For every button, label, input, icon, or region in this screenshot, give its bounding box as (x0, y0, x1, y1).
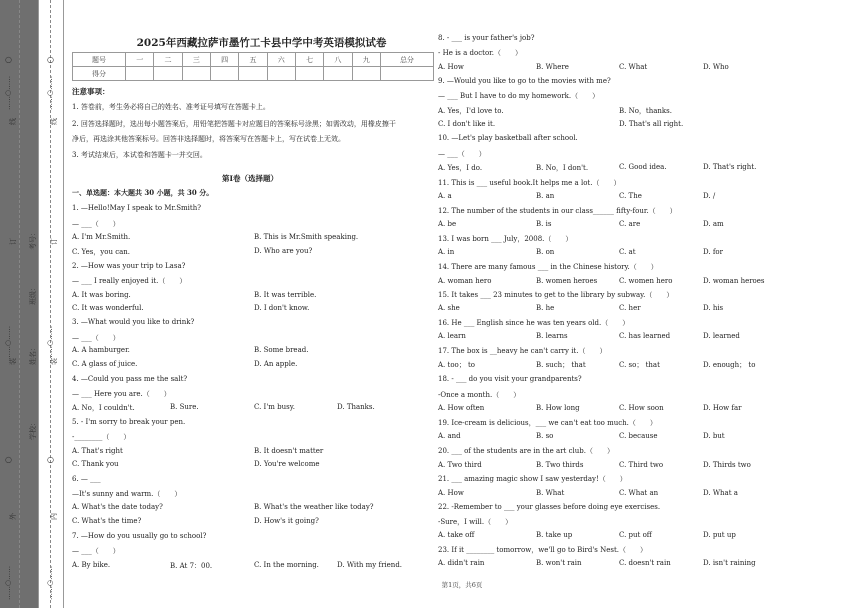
score-cell[interactable] (380, 67, 433, 81)
q17-stem: 17. The box is __heavy he can't carry it.（ ） (438, 347, 607, 355)
q7-stem: 7. —How do you usually go to school? (72, 532, 207, 540)
q1-option-a[interactable]: A. I'm Mr.Smith. (72, 233, 131, 241)
q4-stem: 4. —Could you pass me the salt? (72, 375, 188, 383)
notes-title: 注意事项： (72, 87, 110, 96)
q1-option-c[interactable]: C. Yes，you can. (72, 248, 131, 256)
part-title: 第Ⅰ卷（选择题） (222, 174, 279, 183)
label-outer-0: 外 (9, 513, 17, 520)
q10-option-b[interactable]: B. No，I don't. (536, 164, 589, 172)
q17-option-c[interactable]: C. so； that (619, 361, 660, 369)
q9-stem: 9. —Would you like to go to the movies with me? (438, 77, 611, 85)
q9-line2: — ___ But I have to do my homework.（ ） (438, 92, 600, 100)
score-cell[interactable] (126, 67, 154, 81)
q18-option-a[interactable]: A. How often (438, 404, 485, 412)
q23-option-b[interactable]: B. won't rain (536, 559, 582, 567)
q20-option-a[interactable]: A. Two third (438, 461, 482, 469)
q5-option-b[interactable]: B. It doesn't matter (254, 447, 324, 455)
score-cell[interactable] (182, 67, 210, 81)
q11-stem: 11. This is ___ useful book.It helps me a lot.（ ） (438, 179, 621, 187)
q12-option-a[interactable]: A. be (438, 220, 457, 228)
score-cell[interactable] (154, 67, 182, 81)
field-school: 学校： (29, 419, 37, 440)
q19-option-d[interactable]: D. but (703, 432, 725, 440)
q21-option-b[interactable]: B. What (536, 489, 565, 497)
q13-option-a[interactable]: A. in (438, 248, 455, 256)
q22-option-b[interactable]: B. take up (536, 531, 573, 539)
score-table (72, 52, 434, 81)
ring-3: ○ (47, 55, 54, 64)
score-cell[interactable] (324, 67, 352, 81)
label-inner-2: 订 (50, 238, 58, 245)
q23-option-a[interactable]: A. didn't rain (438, 559, 485, 567)
q4-option-a[interactable]: A. No，I couldn't. (72, 404, 135, 412)
q11-option-a[interactable]: A. a (438, 192, 452, 200)
label-inner-1: 装 (50, 358, 58, 365)
q7-option-b[interactable]: B. At 7：00. (170, 562, 213, 570)
note-2: 2. 回答选择题时，选出每小题答案后，用铅笔把答题卡对应题目的答案标号涂黑；如需改动，用橡皮擦干 (72, 120, 396, 128)
field-number: 考号： (29, 229, 37, 250)
cell: 总分 (380, 53, 433, 67)
q8-option-b[interactable]: B. Where (536, 63, 569, 71)
q13-option-b[interactable]: B. on (536, 248, 555, 256)
q22-stem: 22. -Remember to ___ your glasses before doing eye exercises. (438, 503, 661, 511)
q12-option-b[interactable]: B. is (536, 220, 552, 228)
q6-option-a[interactable]: A. What's the date today? (72, 503, 163, 511)
q10-line2: — ___（ ） (438, 150, 486, 158)
q22-line2: -Sure，I will.（ ） (438, 518, 513, 526)
page-footer: 第1页，共6页 (441, 581, 483, 589)
cell: 六 (267, 53, 295, 67)
q16-option-d[interactable]: D. learned (703, 332, 740, 340)
q19-option-a[interactable]: A. and (438, 432, 461, 440)
field-class: 班级： (29, 284, 37, 305)
q13-option-d[interactable]: D. for (703, 248, 723, 256)
q12-option-c[interactable]: C. are (619, 220, 641, 228)
cell: 题号 (73, 53, 126, 67)
q17-option-a[interactable]: A. too； to (438, 361, 475, 369)
cell: 五 (239, 53, 267, 67)
q21-option-a[interactable]: A. How (438, 489, 464, 497)
note-2b: 净后，再选涂其他答案标号。回答非选择题时，将答案写在答题卡上，写在试卷上无效。 (72, 135, 345, 143)
q14-option-b[interactable]: B. women heroes (536, 277, 598, 285)
cell: 八 (324, 53, 352, 67)
q17-option-d[interactable]: D. enough； to (703, 361, 756, 369)
q18-option-b[interactable]: B. How long (536, 404, 580, 412)
q13-stem: 13. I was born ___ July，2008.（ ） (438, 235, 573, 243)
q4-line2: — ___ Here you are.（ ） (72, 390, 171, 398)
q20-option-b[interactable]: B. Two thirds (536, 461, 584, 469)
q8-line2: - He is a doctor.（ ） (438, 49, 522, 57)
score-cell[interactable] (352, 67, 380, 81)
q16-option-a[interactable]: A. learn (438, 332, 466, 340)
dots-2: ……○…… (4, 325, 12, 360)
dots-5: ……○…… (46, 325, 54, 360)
q6-option-d[interactable]: D. How's it going? (254, 517, 319, 525)
score-cell[interactable] (239, 67, 267, 81)
q21-option-d[interactable]: D. What a (703, 489, 738, 497)
q3-line2: — ___（ ） (72, 334, 120, 342)
q18-option-c[interactable]: C. How soon (619, 404, 664, 412)
q8-option-a[interactable]: A. How (438, 63, 464, 71)
q18-stem: 18. - ___ do you visit your grandparents? (438, 375, 582, 383)
q23-option-c[interactable]: C. doesn't rain (619, 559, 671, 567)
q6-line2: —It's sunny and warm.（ ） (72, 490, 182, 498)
q7-option-a[interactable]: A. By bike. (72, 561, 111, 569)
q9-option-b[interactable]: B. No，thanks. (619, 107, 672, 115)
q16-stem: 16. He ___ English since he was ten years old.（ ） (438, 319, 630, 327)
cell: 七 (295, 53, 323, 67)
q14-option-d[interactable]: D. woman heroes (703, 277, 765, 285)
q5-option-a[interactable]: A. That's right (72, 447, 123, 455)
q10-stem: 10. —Let's play basketball after school. (438, 134, 578, 142)
label-outer-2: 订 (9, 238, 17, 245)
q7-option-c[interactable]: C. In the morning. (254, 561, 319, 569)
q2-stem: 2. —How was your trip to Lasa? (72, 262, 186, 270)
score-cell[interactable] (295, 67, 323, 81)
q6-stem: 6. — ___ (72, 475, 101, 483)
note-3: 3. 考试结束后，本试卷和答题卡一并交回。 (72, 151, 207, 159)
label-inner-3: 线 (50, 118, 58, 125)
q6-option-c[interactable]: C. What's the time? (72, 517, 142, 525)
q21-option-c[interactable]: C. What an (619, 489, 659, 497)
exam-title: 2025年西藏拉萨市墨竹工卡县中学中考英语模拟试卷 (136, 37, 387, 49)
q19-stem: 19. Ice-cream is delicious，___ we can't eat too much.（ ） (438, 419, 657, 427)
cell: 得分 (73, 67, 126, 81)
q14-stem: 14. There are many famous ___ in the Chinese history.（ ） (438, 263, 658, 271)
q15-stem: 15. It takes ___ 23 minutes to get to the library by subway.（ ） (438, 291, 674, 299)
q22-option-c[interactable]: C. put off (619, 531, 652, 539)
ring-4: ○ (47, 455, 54, 464)
q15-option-b[interactable]: B. he (536, 304, 555, 312)
q21-stem: 21. ___ amazing magic show I saw yesterday!（ ） (438, 475, 627, 483)
q2-option-c[interactable]: C. It was wonderful. (72, 304, 144, 312)
score-table-header-row (73, 53, 434, 67)
ring-1: ○ (5, 55, 12, 64)
cell: 四 (211, 53, 239, 67)
q22-option-d[interactable]: D. put up (703, 531, 736, 539)
q13-option-c[interactable]: C. at (619, 248, 636, 256)
q4-option-b[interactable]: B. Sure. (170, 403, 199, 411)
exam-page (64, 0, 860, 608)
label-inner-0: 内 (50, 513, 58, 520)
cell: 一 (126, 53, 154, 67)
q22-option-a[interactable]: A. take off (438, 531, 475, 539)
q10-option-c[interactable]: C. Good idea. (619, 163, 667, 171)
label-outer-3: 线 (9, 118, 17, 125)
q5-option-c[interactable]: C. Thank you (72, 460, 119, 468)
dots-4: ……○…… (46, 75, 54, 110)
q16-option-b[interactable]: B. learns (536, 332, 568, 340)
q23-option-d[interactable]: D. isn't raining (703, 559, 756, 567)
cell: 三 (182, 53, 210, 67)
q3-option-b[interactable]: B. Some bread. (254, 346, 309, 354)
label-outer-1: 装 (9, 358, 17, 365)
q8-option-c[interactable]: C. What (619, 63, 648, 71)
cell: 九 (352, 53, 380, 67)
q2-line2: — ___ I really enjoyed it.（ ） (72, 277, 187, 285)
cut-line-outer (19, 0, 20, 608)
q8-stem: 8. - ___ is your father's job? (438, 34, 535, 42)
dots-1: ……○…… (4, 75, 12, 110)
field-name: 姓名： (29, 344, 37, 365)
q10-option-d[interactable]: D. That's right. (703, 163, 757, 171)
q15-option-d[interactable]: D. his (703, 304, 724, 312)
q3-stem: 3. —What would you like to drink? (72, 318, 195, 326)
q1-option-d[interactable]: D. Who are you? (254, 247, 313, 255)
q16-option-c[interactable]: C. has learned (619, 332, 671, 340)
q9-option-c[interactable]: C. I don't like it. (438, 120, 496, 128)
q14-option-c[interactable]: C. women hero (619, 277, 673, 285)
cell: 二 (154, 53, 182, 67)
dots-6: ……○…… (46, 565, 54, 600)
q4-option-d[interactable]: D. Thanks. (337, 403, 375, 411)
q20-stem: 20. ___ of the students are in the art club.（ ） (438, 447, 614, 455)
q12-option-d[interactable]: D. am (703, 220, 724, 228)
q11-option-d[interactable]: D. / (703, 192, 716, 200)
q19-option-b[interactable]: B. so (536, 432, 554, 440)
q12-stem: 12. The number of the students in our class______ fifty-four.（ ） (438, 207, 677, 215)
q1-stem: 1. —Hello!May I speak to Mr.Smith? (72, 204, 201, 212)
q3-option-a[interactable]: A. A hamburger. (72, 346, 130, 354)
dots-3: ……○…… (4, 565, 12, 600)
q20-option-d[interactable]: D. Thirds two (703, 461, 751, 469)
q10-option-a[interactable]: A. Yes，I do. (438, 164, 483, 172)
q9-option-a[interactable]: A. Yes，I'd love to. (438, 107, 504, 115)
q2-option-d[interactable]: D. I don't know. (254, 304, 310, 312)
q1-line2: — ___（ ） (72, 220, 120, 228)
q8-option-d[interactable]: D. Who (703, 63, 729, 71)
q4-option-c[interactable]: C. I'm busy. (254, 403, 295, 411)
note-1: 1. 答卷前，考生务必将自己的姓名、准考证号填写在答题卡上。 (72, 103, 270, 111)
q17-option-b[interactable]: B. such； that (536, 361, 586, 369)
score-cell[interactable] (211, 67, 239, 81)
q3-option-d[interactable]: D. An apple. (254, 360, 298, 368)
q2-option-b[interactable]: B. It was terrible. (254, 291, 317, 299)
q14-option-a[interactable]: A. woman hero (438, 277, 492, 285)
q6-option-b[interactable]: B. What's the weather like today? (254, 503, 374, 511)
q5-line2: -________（ ） (72, 433, 131, 441)
q5-stem: 5. - I'm sorry to break your pen. (72, 418, 186, 426)
q20-option-c[interactable]: C. Third two (619, 461, 664, 469)
q2-option-a[interactable]: A. It was boring. (72, 291, 131, 299)
q15-option-a[interactable]: A. she (438, 304, 460, 312)
q9-option-d[interactable]: D. That's all right. (619, 120, 684, 128)
q18-option-d[interactable]: D. How far (703, 404, 742, 412)
score-cell[interactable] (267, 67, 295, 81)
ring-2: ○ (5, 455, 12, 464)
q18-line2: -Once a month.（ ） (438, 391, 521, 399)
q11-option-b[interactable]: B. an (536, 192, 555, 200)
q7-option-d[interactable]: D. With my friend. (337, 561, 403, 569)
q5-option-d[interactable]: D. You're welcome (254, 460, 320, 468)
q11-option-c[interactable]: C. The (619, 192, 642, 200)
q1-option-b[interactable]: B. This is Mr.Smith speaking. (254, 233, 359, 241)
score-table-score-row (73, 67, 434, 81)
q7-line2: — ___（ ） (72, 547, 120, 555)
q15-option-c[interactable]: C. her (619, 304, 641, 312)
section-title: 一、单选题：本大题共 30 小题，共 30 分。 (72, 188, 214, 197)
q19-option-c[interactable]: C. because (619, 432, 658, 440)
q3-option-c[interactable]: C. A glass of juice. (72, 360, 138, 368)
q23-stem: 23. If it ________ tomorrow，we'll go to Bird's Nest.（ ） (438, 546, 648, 554)
